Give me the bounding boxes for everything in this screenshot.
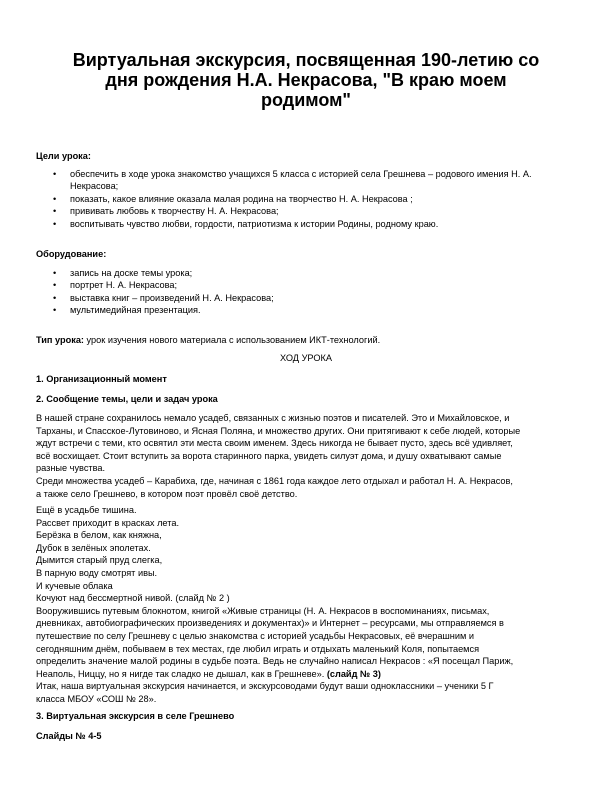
- title-line-2: дня рождения Н.А. Некрасова, "В краю моем: [105, 70, 507, 90]
- list-item: • портрет Н. А. Некрасова;: [53, 280, 178, 291]
- title-line-1: Виртуальная экскурсия, посвященная 190-летию со: [72, 50, 540, 70]
- list-item: • обеспечить в ходе урока знакомство учащихся 5 класса с историей села Грешнева – родового имения Н. А. Некрасова;: [53, 168, 532, 192]
- bullet-icon: •: [53, 193, 57, 204]
- bullet-icon: •: [53, 267, 57, 278]
- poem-line: Кочуют над бессмертной нивой. (слайд № 2 ): [36, 593, 230, 604]
- poem: Ещё в усадьбе тишина. Рассвет приходит в красках лета. Берёзка в белом, как княжна, Дубок в зелёных эполетах. Дымится старый пруд слегка, В парную воду смотрят ивы. И кучевые облака Кочуют над бессмертной нивой. (слайд № 2 ) Вооружившись путевым блокнотом, книгой «Живые страницы (Н. А. Некрасов в воспоминаниях, письмах, дневниках, автобиографических произведениях и документах)» и Интернет – ресурсами, мы отправляемся в путешествие по селу Грешневу с целью знакомства с историей усадьбы Некрасовых, её вчерашним и сегодняшним днём, побываем в тех местах, где любил играть и отдыхать маленький Коля, попытаемся определить значение малой родины в судьбе поэта. Ведь не случайно написал Некрасов : «Я посещал Париж, Неаполь, Ниццу, но я нигде так сладко не дышал, как в Грешневе». (слайд № 3) Итак, наша виртуальная экскурсия начинается, и экскурсоводами будут ваши одноклассники – ученики 5 Г класса МБОУ «СОШ № 28».: [36, 504, 576, 706]
- section-1-heading: 1. Организационный момент: [36, 374, 167, 384]
- goals-heading: Цели урока:: [36, 151, 91, 161]
- list-item: • запись на доске темы урока;: [53, 267, 193, 278]
- equipment-section: [36, 248, 576, 317]
- poem-line: В парную воду смотрят ивы.: [36, 567, 158, 578]
- goals-section: [36, 150, 576, 231]
- section-2-heading: 2. Сообщение темы, цели и задач урока: [36, 394, 218, 404]
- title-line-3: родимом": [261, 90, 351, 110]
- poem-line: И кучевые облака: [36, 580, 113, 591]
- list-item: • мультимедийная презентация.: [53, 305, 201, 316]
- lesson-type-label: Тип урока:: [36, 335, 84, 345]
- poem-line: Рассвет приходит в красках лета.: [36, 517, 180, 528]
- list-item: • прививать любовь к творчеству Н. А. Некрасова;: [53, 206, 279, 217]
- poem-line: Дубок в зелёных эполетах.: [36, 542, 151, 553]
- lesson-type-text: урок изучения нового материала с использованием ИКТ-технологий.: [84, 335, 381, 345]
- bullet-icon: •: [53, 292, 57, 303]
- paragraph-intro: В нашей стране сохранилось немало усадеб, связанных с жизнью поэтов и писателей. Это и Михайловское, и Тарханы, и Спасское-Лутовиново, и Ясная Поляна, и множество других. Они притягивают к себе людей, которые ждут встречи с теми, кто освятил эти места своим именем. Здесь никогда не бывает пусто, здесь всё удивляет, всё восхищает. Стоит вступить за ворота старинного парка, увидеть силуэт дома, и душу охватывают самые разные чувства. Среди множества усадеб – Карабиха, где, начиная с 1861 года каждое лето отдыхал и работал Н. А. Некрасов, а также село Грешнево, в котором поэт провёл своё детство.: [36, 413, 521, 499]
- course-heading: ХОД УРОКА: [280, 353, 332, 363]
- list-item: • воспитывать чувство любви, гордости, патриотизма к истории Родины, родному краю.: [53, 218, 439, 229]
- bullet-icon: •: [53, 280, 57, 291]
- bullet-icon: •: [53, 206, 57, 217]
- slide-reference: (слайд № 3): [324, 668, 381, 679]
- equipment-list: [36, 267, 576, 317]
- bullet-icon: •: [53, 305, 57, 316]
- equipment-heading: Оборудование:: [36, 249, 107, 259]
- bullet-icon: •: [53, 168, 57, 179]
- goals-list: [36, 168, 576, 231]
- poem-line: Ещё в усадьбе тишина.: [36, 505, 137, 515]
- lesson-type: [36, 334, 576, 347]
- list-item: • выставка книг – произведений Н. А. Некрасова;: [53, 292, 274, 303]
- list-item: • показать, какое влияние оказала малая родина на творчество Н. А. Некрасова ;: [53, 193, 413, 204]
- poem-line: Берёзка в белом, как княжна,: [36, 530, 162, 541]
- bullet-icon: •: [53, 218, 57, 229]
- poem-line: Дымится старый пруд слегка,: [36, 555, 163, 566]
- section-3-heading: 3. Виртуальная экскурсия в селе Грешнево: [36, 711, 235, 721]
- document-title: [50, 50, 562, 110]
- slides-reference: Слайды № 4-5: [36, 731, 102, 741]
